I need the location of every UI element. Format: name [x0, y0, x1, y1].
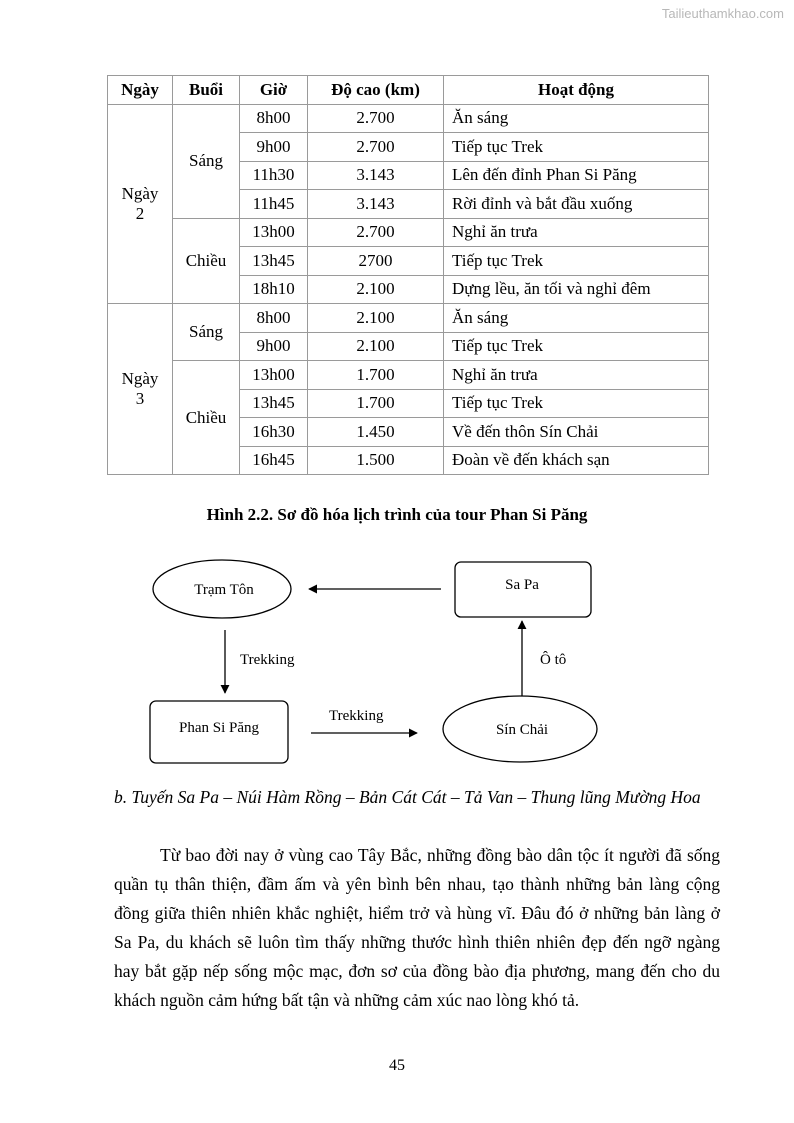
paragraph-text: Từ bao đời nay ở vùng cao Tây Bắc, những đồng bào dân tộc ít người đã sống quần tụ thân thiện, đầm ấm và yên bình bên nhau, tạo thành những bản làng cộng đồng giữa thiên nhiên khắc nghiệt, hiểm trở và hùng vĩ. Đâu đó ở những bản làng ở Sa Pa, du khách sẽ luôn tìm thấy những thước hình thiên nhiên đẹp đến ngỡ ngàng hay bắt gặp nếp sống mộc mạc, đơn sơ của đồng bào địa phương, mang đến cho du khách nguồn cảm hứng bất tận và những cảm xúc nao lòng khó tả. [114, 845, 720, 1010]
time-cell: 13h45 [240, 247, 308, 276]
activity-cell: Ăn sáng [444, 104, 709, 133]
activity-cell: Nghỉ ăn trưa [444, 361, 709, 390]
time-cell: 18h10 [240, 275, 308, 304]
session-cell: Chiều [173, 361, 240, 475]
altitude-cell: 1.700 [308, 389, 444, 418]
time-cell: 16h30 [240, 418, 308, 447]
altitude-cell: 2.700 [308, 133, 444, 162]
session-cell: Sáng [173, 104, 240, 218]
header-cell: Buổi [173, 76, 240, 105]
figure-caption: Hình 2.2. Sơ đồ hóa lịch trình của tour Phan Si Păng [206, 505, 588, 524]
activity-cell: Rời đỉnh và bắt đầu xuống [444, 190, 709, 219]
altitude-cell: 2.100 [308, 304, 444, 333]
session-cell: Chiều [173, 218, 240, 304]
edge-label-o-to: Ô tô [540, 652, 567, 668]
time-cell: 11h30 [240, 161, 308, 190]
activity-cell: Tiếp tục Trek [444, 389, 709, 418]
edge-label-trekking-2: Trekking [329, 708, 384, 724]
altitude-cell: 3.143 [308, 161, 444, 190]
activity-cell: Ăn sáng [444, 304, 709, 333]
time-cell: 9h00 [240, 332, 308, 361]
edge-label-trekking-1: Trekking [240, 652, 295, 668]
node-sa-pa-label: Sa Pa [505, 577, 539, 593]
activity-cell: Lên đến đỉnh Phan Si Păng [444, 161, 709, 190]
altitude-cell: 2.700 [308, 104, 444, 133]
node-sin-chai-label: Sín Chải [495, 722, 549, 738]
altitude-cell: 2700 [308, 247, 444, 276]
time-cell: 13h00 [240, 218, 308, 247]
activity-cell: Đoàn về đến khách sạn [444, 446, 709, 475]
page-number: 45 [389, 1057, 405, 1074]
node-tram-ton-label: Trạm Tôn [194, 582, 254, 598]
activity-cell: Dựng lều, ăn tối và nghỉ đêm [444, 275, 709, 304]
header-cell: Giờ [240, 76, 308, 105]
altitude-cell: 1.700 [308, 361, 444, 390]
day-cell: Ngày 3 [108, 304, 173, 475]
activity-cell: Nghỉ ăn trưa [444, 218, 709, 247]
activity-cell: Về đến thôn Sín Chải [444, 418, 709, 447]
time-cell: 16h45 [240, 446, 308, 475]
activity-cell: Tiếp tục Trek [444, 247, 709, 276]
node-phan-si-pang-label: Phan Si Păng [178, 720, 260, 736]
time-cell: 13h45 [240, 389, 308, 418]
header-cell: Độ cao (km) [308, 76, 444, 105]
altitude-cell: 1.500 [308, 446, 444, 475]
activity-cell: Tiếp tục Trek [444, 332, 709, 361]
day-cell: Ngày 2 [108, 104, 173, 304]
altitude-cell: 2.100 [308, 275, 444, 304]
session-cell: Sáng [173, 304, 240, 361]
time-cell: 13h00 [240, 361, 308, 390]
watermark: Tailieuthamkhao.com [661, 6, 784, 21]
header-cell: Hoạt động [444, 76, 709, 105]
altitude-cell: 2.100 [308, 332, 444, 361]
time-cell: 11h45 [240, 190, 308, 219]
section-heading: b. Tuyến Sa Pa – Núi Hàm Rồng – Bản Cát Cát – Tả Van – Thung lũng Mường Hoa [114, 787, 701, 807]
altitude-cell: 3.143 [308, 190, 444, 219]
activity-cell: Tiếp tục Trek [444, 133, 709, 162]
time-cell: 8h00 [240, 104, 308, 133]
header-cell: Ngày [108, 76, 173, 105]
time-cell: 8h00 [240, 304, 308, 333]
altitude-cell: 2.700 [308, 218, 444, 247]
body-paragraph [114, 841, 720, 1015]
altitude-cell: 1.450 [308, 418, 444, 447]
time-cell: 9h00 [240, 133, 308, 162]
